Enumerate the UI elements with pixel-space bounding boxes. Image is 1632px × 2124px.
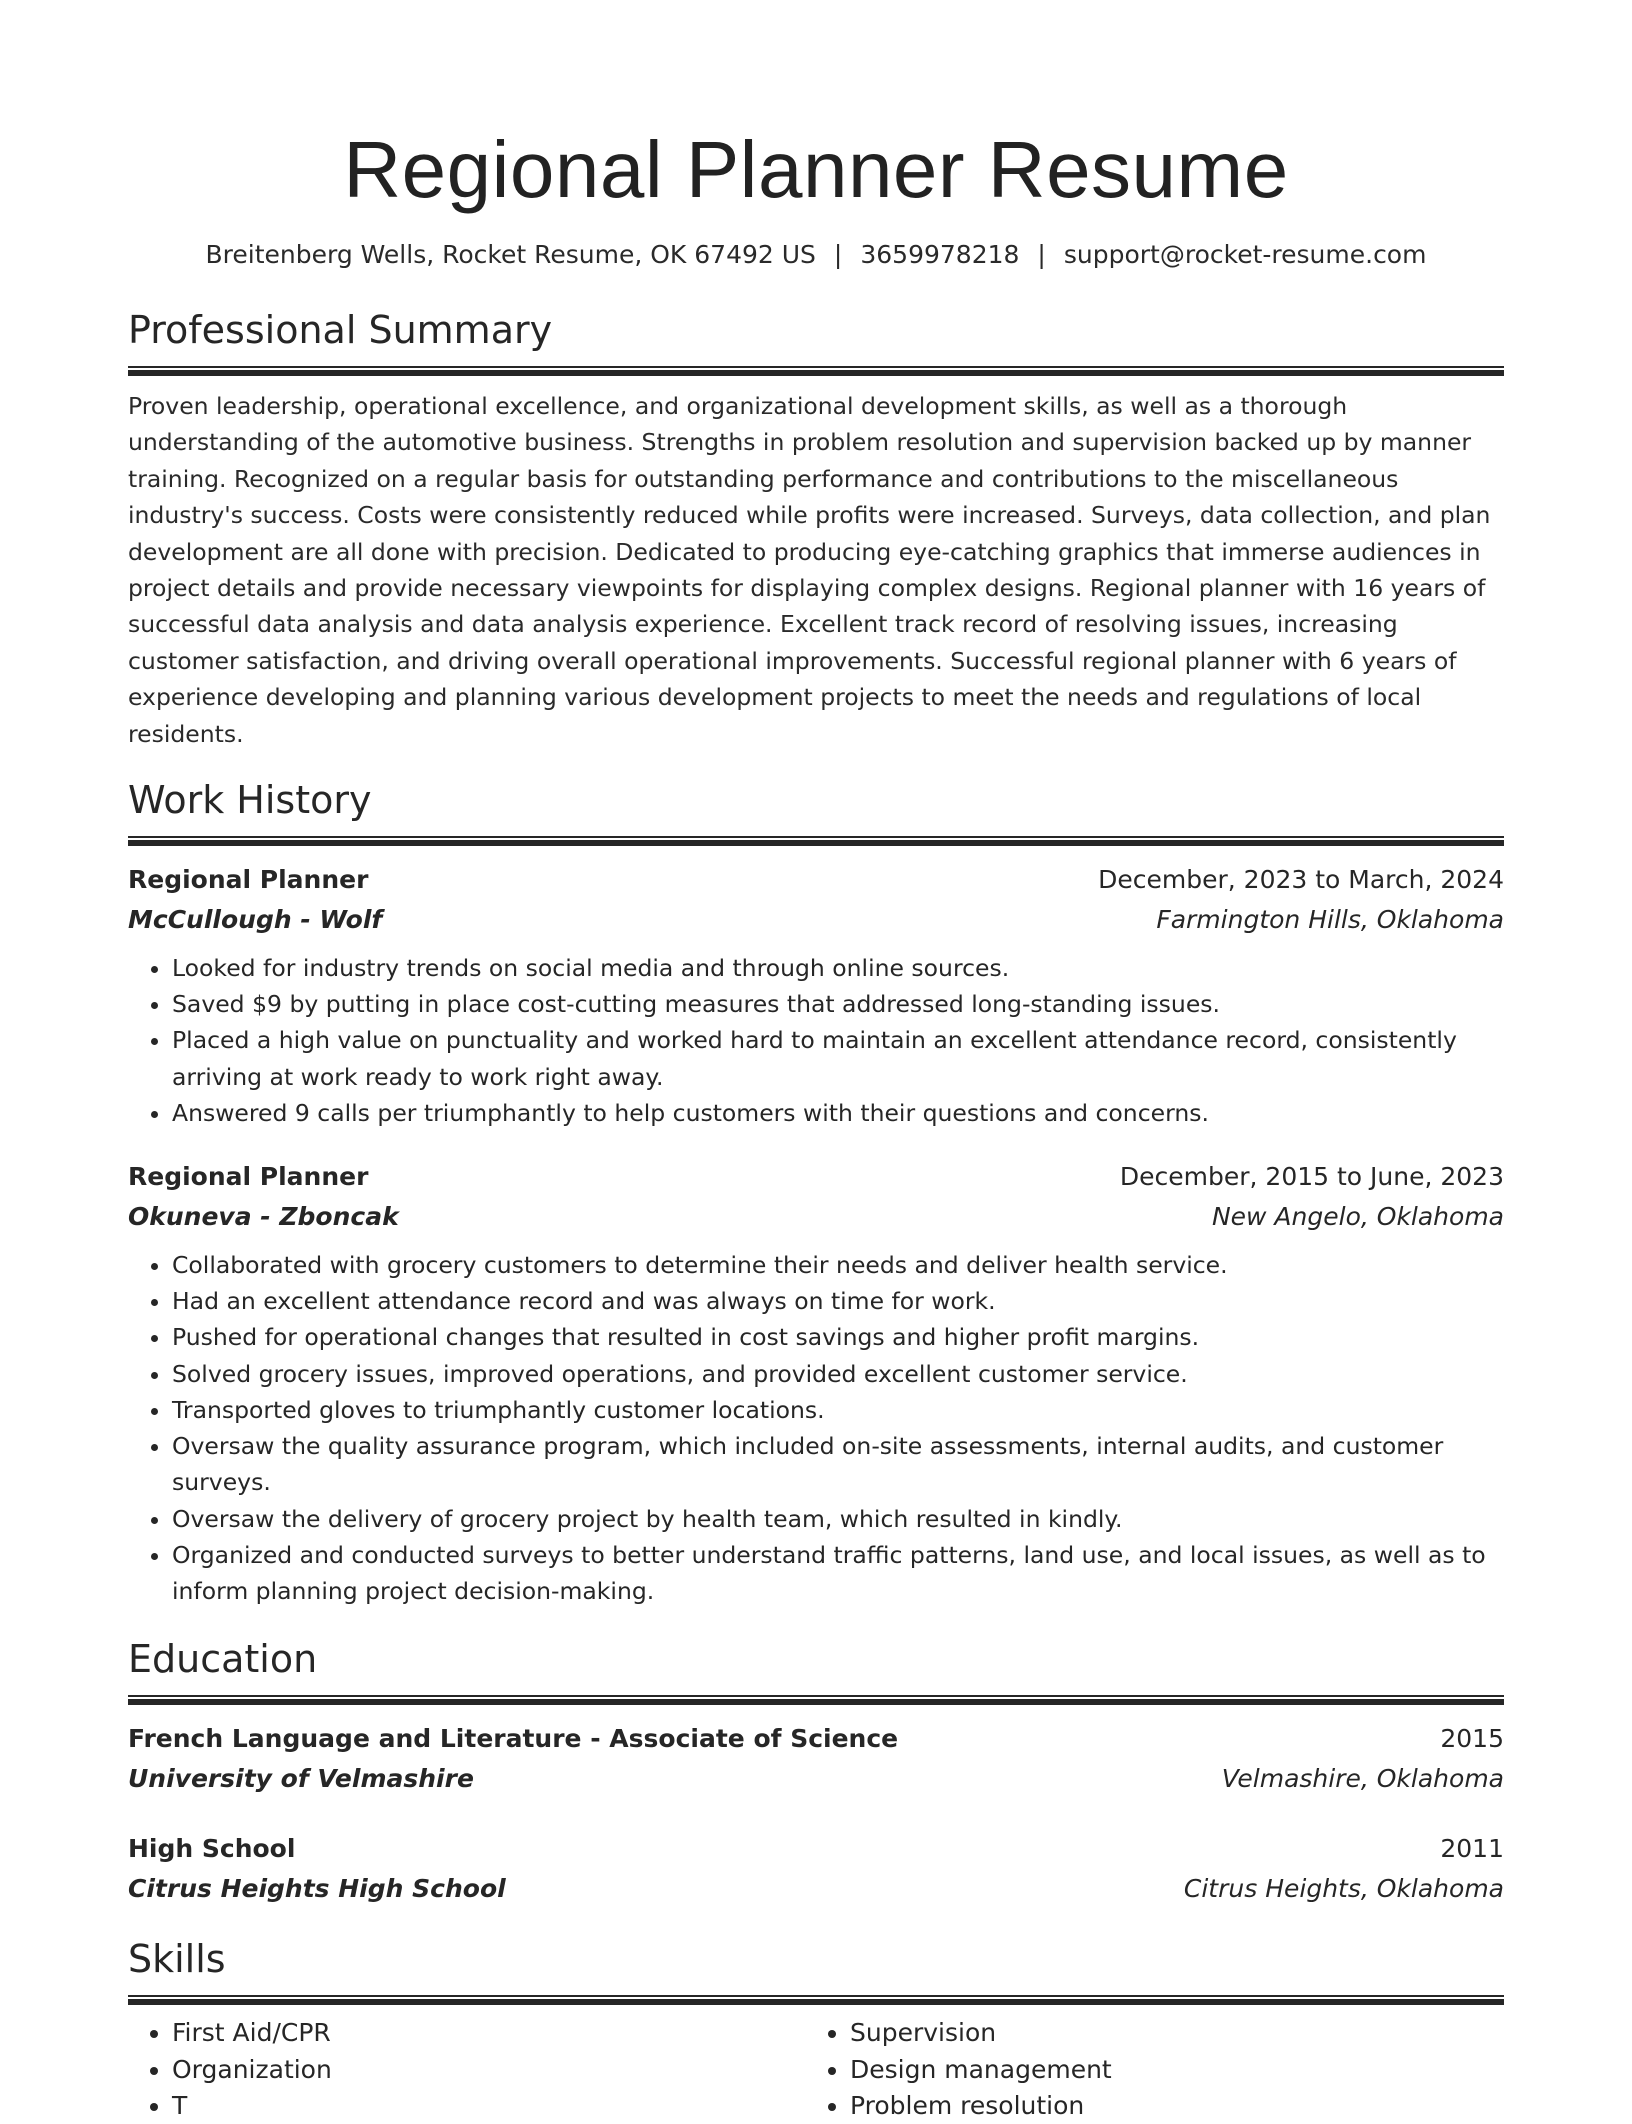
contact-email: support@rocket-resume.com bbox=[1063, 240, 1427, 269]
job-bullet: • Oversaw the quality assurance program, which included on-site assessments, internal audits, and customer surveys. bbox=[172, 1428, 1504, 1500]
education-location: Velmashire, Oklahoma bbox=[1221, 1764, 1504, 1794]
education-school: Citrus Heights High School bbox=[128, 1874, 506, 1904]
education-degree: High School bbox=[128, 1834, 296, 1864]
job-bullet: • Pushed for operational changes that resulted in cost savings and higher profit margins. bbox=[172, 1319, 1504, 1355]
skill-item: • Design management bbox=[850, 2052, 1484, 2088]
contact-line bbox=[128, 238, 1504, 272]
section-heading-summary: Professional Summary bbox=[128, 308, 553, 352]
skills-section bbox=[128, 1933, 1504, 2124]
section-divider bbox=[128, 836, 1504, 846]
job-subheader bbox=[128, 900, 1504, 940]
job-bullet: • Looked for industry trends on social media and through online sources. bbox=[172, 950, 1504, 986]
job-entry bbox=[128, 860, 1504, 1131]
education-location: Citrus Heights, Oklahoma bbox=[1183, 1874, 1504, 1904]
resume-title: Regional Planner Resume bbox=[343, 125, 1289, 214]
job-dates: December, 2023 to March, 2024 bbox=[1098, 865, 1504, 895]
section-heading-work: Work History bbox=[128, 778, 372, 823]
skills-grid bbox=[128, 2015, 1504, 2124]
summary-section bbox=[128, 304, 1504, 752]
education-year: 2011 bbox=[1440, 1834, 1504, 1864]
job-location: Farmington Hills, Oklahoma bbox=[1156, 905, 1504, 935]
job-bullet: • Solved grocery issues, improved operations, and provided excellent customer service. bbox=[172, 1356, 1504, 1392]
job-dates: December, 2015 to June, 2023 bbox=[1119, 1162, 1504, 1192]
education-header bbox=[128, 1829, 1504, 1869]
job-bullet: • Placed a high value on punctuality and worked hard to maintain an excellent attendance record, consistently arriving at work ready to work right away. bbox=[172, 1022, 1504, 1094]
skill-item: • Organization bbox=[172, 2052, 806, 2088]
education-entry bbox=[128, 1719, 1504, 1799]
skill-item: • Problem resolution bbox=[850, 2088, 1484, 2124]
work-section bbox=[128, 774, 1504, 1609]
section-divider bbox=[128, 366, 1504, 376]
section-heading-education: Education bbox=[128, 1637, 318, 1682]
education-degree: French Language and Literature - Associate of Science bbox=[128, 1724, 899, 1754]
job-header bbox=[128, 1157, 1504, 1197]
education-school: University of Velmashire bbox=[128, 1764, 474, 1794]
skill-item: • Supervision bbox=[850, 2015, 1484, 2051]
job-title: Regional Planner bbox=[128, 1162, 369, 1192]
job-header bbox=[128, 860, 1504, 900]
job-company: McCullough - Wolf bbox=[128, 905, 383, 935]
education-entry bbox=[128, 1829, 1504, 1909]
education-subheader bbox=[128, 1869, 1504, 1909]
section-divider bbox=[128, 1695, 1504, 1705]
job-bullet: • Oversaw the delivery of grocery project by health team, which resulted in kindly. bbox=[172, 1501, 1504, 1537]
education-section bbox=[128, 1633, 1504, 1909]
job-bullet: • Saved $9 by putting in place cost-cutting measures that addressed long-standing issues. bbox=[172, 986, 1504, 1022]
job-bullet: • Collaborated with grocery customers to determine their needs and deliver health service. bbox=[172, 1247, 1504, 1283]
summary-text: Proven leadership, operational excellence, and organizational development skills, as well as a thorough understanding of the automotive business. Strengths in problem resolution and supervision backed up by manner training. Recognized on a regular basis for outstanding performance and contributions to the miscellaneous industry's success. Costs were consistently reduced while profits were increased. Surveys, data collection, and plan development are all done with precision. Dedicated to producing eye-catching graphics that immerse audiences in project details and provide necessary viewpoints for displaying complex designs. Regional planner with 16 years of successful data analysis and data analysis experience. Excellent track record of resolving issues, increasing customer satisfaction, and driving overall operational improvements. Successful regional planner with 6 years of experience developing and planning various development projects to meet the needs and regulations of local residents. bbox=[128, 392, 1491, 748]
skills-column-right bbox=[806, 2015, 1484, 2124]
skill-item: • First Aid/CPR bbox=[172, 2015, 806, 2051]
education-year: 2015 bbox=[1440, 1724, 1504, 1754]
skill-item: • T bbox=[172, 2088, 806, 2124]
job-bullet: • Had an excellent attendance record and was always on time for work. bbox=[172, 1283, 1504, 1319]
section-divider bbox=[128, 1995, 1504, 2005]
job-entry bbox=[128, 1157, 1504, 1609]
job-bullets bbox=[128, 1247, 1504, 1609]
education-subheader bbox=[128, 1759, 1504, 1799]
job-subheader bbox=[128, 1197, 1504, 1237]
job-title: Regional Planner bbox=[128, 865, 369, 895]
resume-page bbox=[128, 0, 1504, 2124]
contact-separator: | bbox=[833, 240, 843, 269]
job-bullet: • Answered 9 calls per triumphantly to help customers with their questions and concerns. bbox=[172, 1095, 1504, 1131]
skills-column-left bbox=[128, 2015, 806, 2124]
section-heading-skills: Skills bbox=[128, 1937, 226, 1982]
job-bullets bbox=[128, 950, 1504, 1131]
contact-phone: 3659978218 bbox=[860, 240, 1020, 269]
job-bullet: • Organized and conducted surveys to better understand traffic patterns, land use, and local issues, as well as to inform planning project decision-making. bbox=[172, 1537, 1504, 1609]
job-location: New Angelo, Oklahoma bbox=[1211, 1202, 1504, 1232]
education-header bbox=[128, 1719, 1504, 1759]
contact-separator: | bbox=[1037, 240, 1046, 269]
job-bullet: • Transported gloves to triumphantly customer locations. bbox=[172, 1392, 1504, 1428]
job-company: Okuneva - Zboncak bbox=[128, 1202, 399, 1232]
contact-address: Breitenberg Wells, Rocket Resume, OK 67492 US bbox=[205, 240, 816, 269]
